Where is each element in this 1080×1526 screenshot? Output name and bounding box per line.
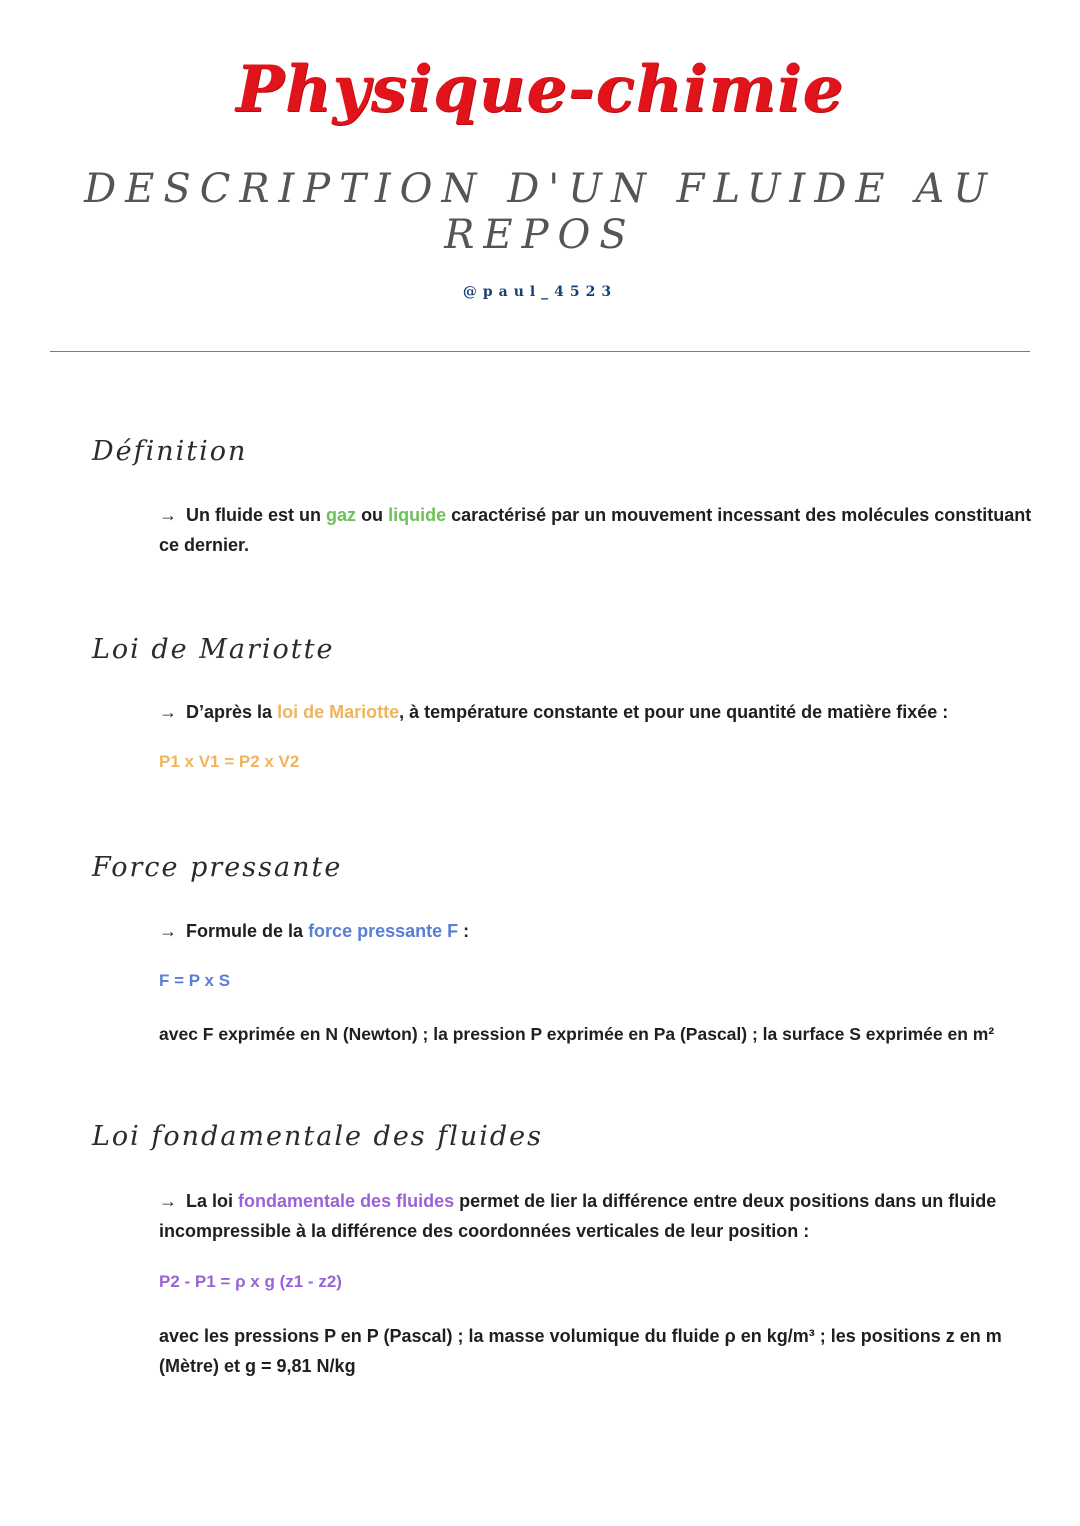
mariotte-text-after: , à température constante et pour une quantité de matière fixée :	[399, 702, 949, 722]
force-formula: F = P x S	[159, 971, 231, 990]
section-title-fondamentale: Loi fondamentale des fluides	[92, 1121, 544, 1152]
definition-highlight-gaz: gaz	[326, 505, 357, 525]
mariotte-formula: P1 x V1 = P2 x V2	[159, 752, 300, 771]
mariotte-highlight: loi de Mariotte	[277, 702, 400, 722]
header-divider	[50, 351, 1030, 352]
fondamentale-formula: P2 - P1 = ρ x g (z1 - z2)	[159, 1272, 342, 1291]
arrow-icon: →	[159, 702, 177, 722]
fondamentale-units: avec les pressions P en P (Pascal) ; la masse volumique du fluide ρ en kg/m³ ; les positions z en m (Mètre) et g = 9,81 N/kg	[159, 1326, 1002, 1376]
fondamentale-text-before: La loi	[186, 1191, 234, 1211]
force-highlight: force pressante F	[308, 921, 459, 941]
mariotte-paragraph	[159, 697, 1039, 727]
page-title: Physique-chimie	[235, 52, 845, 127]
section-title-definition: Définition	[92, 436, 248, 467]
author-handle: @paul_4523	[462, 284, 618, 300]
definition-highlight-liquide: liquide	[388, 505, 447, 525]
force-units: avec F exprimée en N (Newton) ; la pression P exprimée en Pa (Pascal) ; la surface S exprimée en m²	[159, 1024, 995, 1044]
fondamentale-highlight: fondamentale des fluides	[238, 1191, 455, 1211]
definition-paragraph	[159, 500, 1039, 560]
definition-text-after: caractérisé par un mouvement incessant des molécules constituant ce dernier.	[159, 505, 1032, 555]
page-subtitle: DESCRIPTION D'UN FLUIDE AU REPOS	[84, 166, 996, 258]
force-text-after: :	[463, 921, 470, 941]
section-title-mariotte: Loi de Mariotte	[92, 634, 335, 665]
section-title-force: Force pressante	[92, 852, 343, 883]
definition-text-middle: ou	[361, 505, 384, 525]
arrow-icon: →	[159, 921, 177, 941]
definition-text-before: Un fluide est un	[186, 505, 322, 525]
fondamentale-paragraph	[159, 1186, 1029, 1246]
mariotte-text-before: D’après la	[186, 702, 273, 722]
arrow-icon: →	[159, 505, 177, 525]
fondamentale-text-after: permet de lier la différence entre deux positions dans un fluide incompressible à la différence des coordonnées verticales de leur position :	[159, 1191, 997, 1241]
force-paragraph	[159, 916, 1039, 946]
force-text-before: Formule de la	[186, 921, 304, 941]
arrow-icon: →	[159, 1191, 177, 1211]
